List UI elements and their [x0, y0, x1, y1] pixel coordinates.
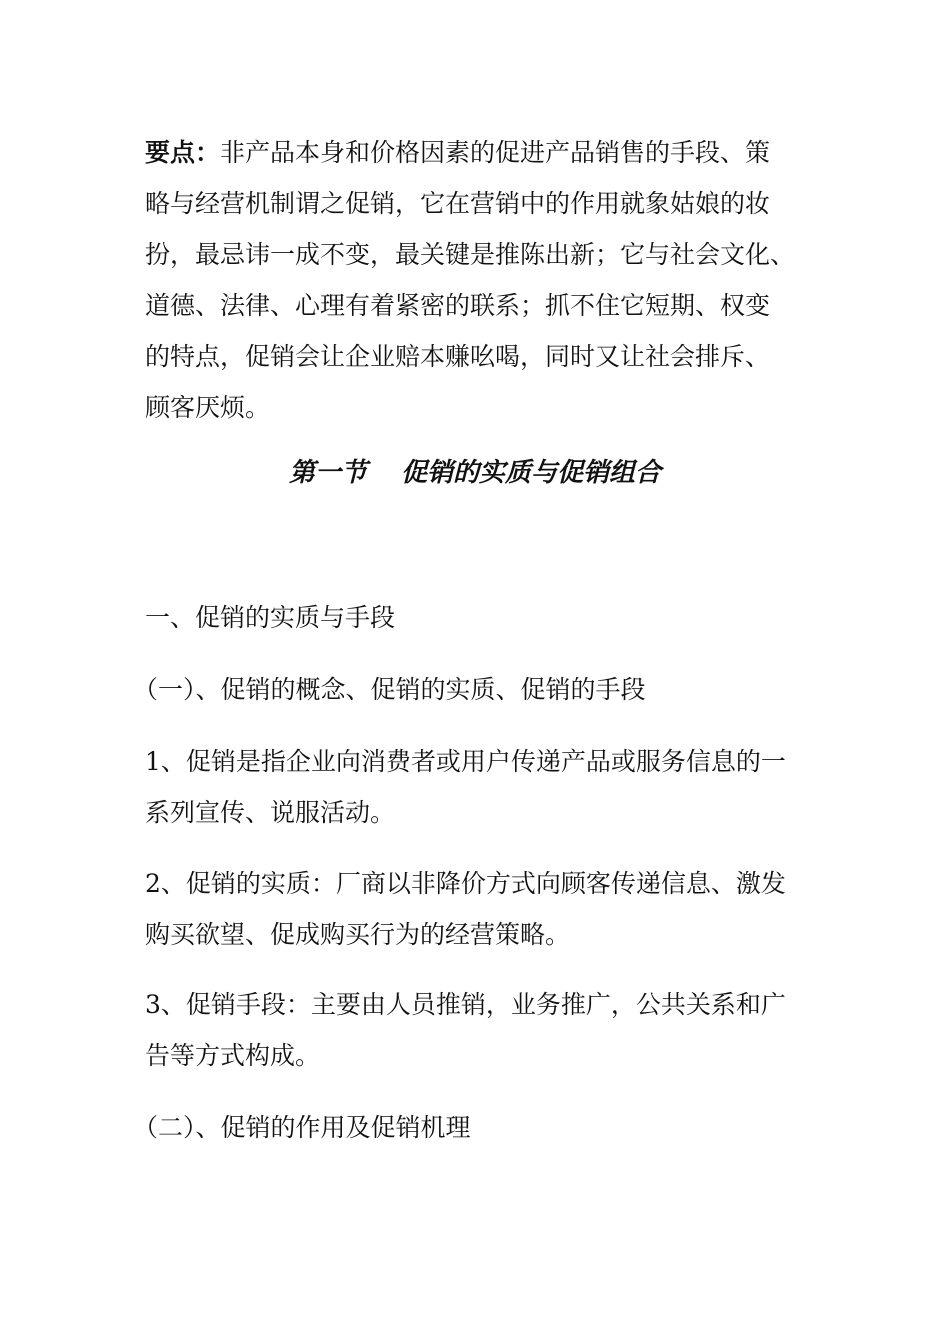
subsection-heading-1: 一、促销的实质与手段 — [145, 603, 396, 632]
section-heading — [0, 447, 950, 499]
item-2 — [145, 858, 810, 960]
summary-paragraph — [145, 127, 805, 433]
summary-label: 要点： — [145, 138, 221, 167]
sub-heading-1-1: （一）、促销的概念、促销的实质、促销的手段 — [133, 675, 646, 704]
item-2-line-1: 2、促销的实质：厂商以非降价方式向顾客传递信息、激发 — [145, 869, 786, 898]
item-1-line-2: 系列宣传、说服活动。 — [145, 798, 396, 827]
item-1-line-1: 1、促销是指企业向消费者或用户传递产品或服务信息的一 — [145, 747, 786, 776]
item-3 — [145, 979, 810, 1081]
sub-heading-1-2: （二）、促销的作用及促销机理 — [133, 1113, 471, 1142]
section-number: 第一节 — [288, 458, 367, 488]
section-title: 促销的实质与促销组合 — [401, 458, 662, 488]
summary-line-4: 道德、法律、心理有着紧密的联系；抓不住它短期、权变 — [145, 291, 771, 320]
summary-line-6: 顾客厌烦。 — [145, 393, 271, 422]
item-2-line-2: 购买欲望、促成购买行为的经营策略。 — [145, 920, 571, 949]
summary-line-3: 扮，最忌讳一成不变，最关键是推陈出新；它与社会文化、 — [145, 240, 796, 269]
summary-line-1: 要点：非产品本身和价格因素的促进产品销售的手段、策 — [145, 138, 771, 167]
item-3-line-1: 3、促销手段：主要由人员推销，业务推广，公共关系和广 — [145, 990, 786, 1019]
summary-line-5: 的特点，促销会让企业赔本赚吆喝，同时又让社会排斥、 — [145, 342, 771, 371]
summary-line-2: 略与经营机制谓之促销，它在营销中的作用就象姑娘的妆 — [145, 189, 771, 218]
item-3-line-2: 告等方式构成。 — [145, 1041, 321, 1070]
item-1 — [145, 736, 810, 838]
